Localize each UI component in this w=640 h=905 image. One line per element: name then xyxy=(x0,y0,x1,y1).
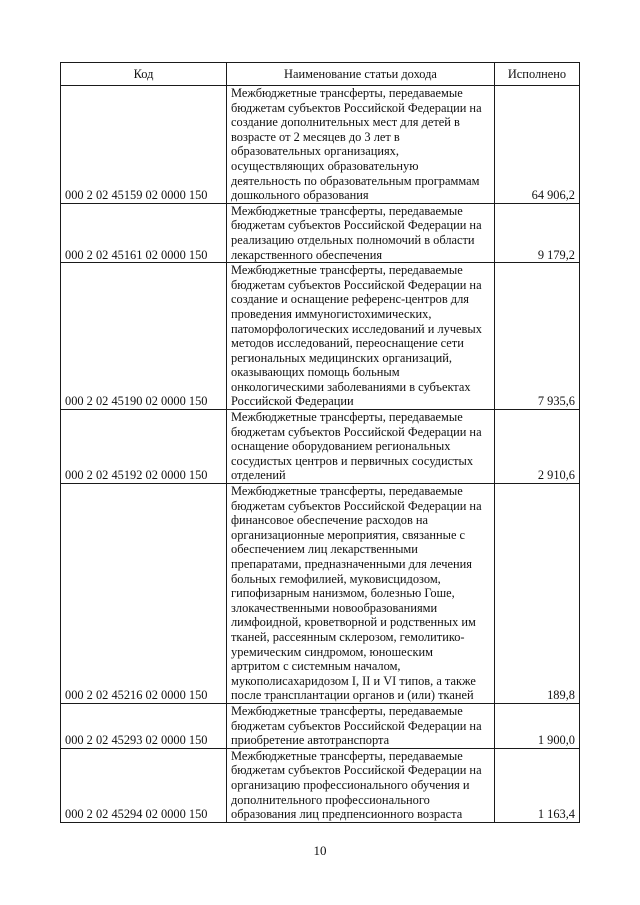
row-code: 000 2 02 45161 02 0000 150 xyxy=(61,203,227,262)
table-row xyxy=(61,203,580,262)
row-code: 000 2 02 45293 02 0000 150 xyxy=(61,703,227,748)
header-name: Наименование статьи дохода xyxy=(227,63,495,86)
row-name-text: Межбюджетные трансферты, передаваемые бюджетам субъектов Российской Федерации на финансовое обеспечение расходов на организационные мероприятия, связанные с обеспечением лиц лекарственными препаратами, предназначенными для лечения больных гемофилией, муковисцидозом, гипофизарным нанизмом, болезнью Гоше, злокачественными новообразованиями лимфоидной, кроветворной и родственных им тканей, рассеянным склерозом, гемолитико-уремическим синдромом, юношеским артритом с системным началом, мукополисахаридозом I, II и VI типов, а также после трансплантации органов и (или) тканей xyxy=(231,484,482,703)
table-row xyxy=(61,484,580,704)
row-name xyxy=(227,748,495,822)
row-name xyxy=(227,484,495,704)
row-code: 000 2 02 45192 02 0000 150 xyxy=(61,410,227,484)
revenue-table xyxy=(60,62,580,823)
row-name xyxy=(227,410,495,484)
row-name-text: Межбюджетные трансферты, передаваемые бюджетам субъектов Российской Федерации на приобретение автотранспорта xyxy=(231,703,482,748)
row-amount: 1 163,4 xyxy=(495,748,580,822)
row-name xyxy=(227,703,495,748)
row-amount: 7 935,6 xyxy=(495,263,580,410)
row-code: 000 2 02 45216 02 0000 150 xyxy=(61,484,227,704)
row-code: 000 2 02 45190 02 0000 150 xyxy=(61,263,227,410)
page-number: 10 xyxy=(313,843,327,858)
row-amount: 189,8 xyxy=(495,484,580,704)
row-name xyxy=(227,203,495,262)
header-code: Код xyxy=(61,63,227,86)
row-amount: 9 179,2 xyxy=(495,203,580,262)
row-name-text: Межбюджетные трансферты, передаваемые бюджетам субъектов Российской Федерации на реализацию отдельных полномочий в области лекарственного обеспечения xyxy=(231,203,482,262)
row-name-text: Межбюджетные трансферты, передаваемые бюджетам субъектов Российской Федерации на организацию профессионального обучения и дополнительного профессионального образования лиц предпенсионного возраста xyxy=(231,748,482,822)
table-row xyxy=(61,263,580,410)
table-row xyxy=(61,703,580,748)
row-amount: 64 906,2 xyxy=(495,86,580,204)
row-name-text: Межбюджетные трансферты, передаваемые бюджетам субъектов Российской Федерации на оснащение оборудованием региональных сосудистых центров и первичных сосудистых отделений xyxy=(231,410,482,483)
row-name-text: Межбюджетные трансферты, передаваемые бюджетам субъектов Российской Федерации на создание и оснащение референс-центров для проведения иммуногистохимических, патоморфологических исследований и лучевых методов исследований, переоснащение сети региональных медицинских организаций, оказывающих помощь больным онкологическими заболеваниями в субъектах Российской Федерации xyxy=(231,263,482,409)
row-code: 000 2 02 45159 02 0000 150 xyxy=(61,86,227,204)
row-amount: 2 910,6 xyxy=(495,410,580,484)
table-row xyxy=(61,86,580,204)
table-row xyxy=(61,410,580,484)
row-amount: 1 900,0 xyxy=(495,703,580,748)
table-row xyxy=(61,748,580,822)
row-code: 000 2 02 45294 02 0000 150 xyxy=(61,748,227,822)
table-header-row xyxy=(61,63,580,86)
row-name xyxy=(227,86,495,204)
row-name-text: Межбюджетные трансферты, передаваемые бюджетам субъектов Российской Федерации на создание дополнительных мест для детей в возрасте от 2 месяцев до 3 лет в образовательных организациях, осуществляющих образовательную деятельность по образовательным программам дошкольного образования xyxy=(231,86,482,203)
header-amount: Исполнено xyxy=(495,63,580,86)
row-name xyxy=(227,263,495,410)
